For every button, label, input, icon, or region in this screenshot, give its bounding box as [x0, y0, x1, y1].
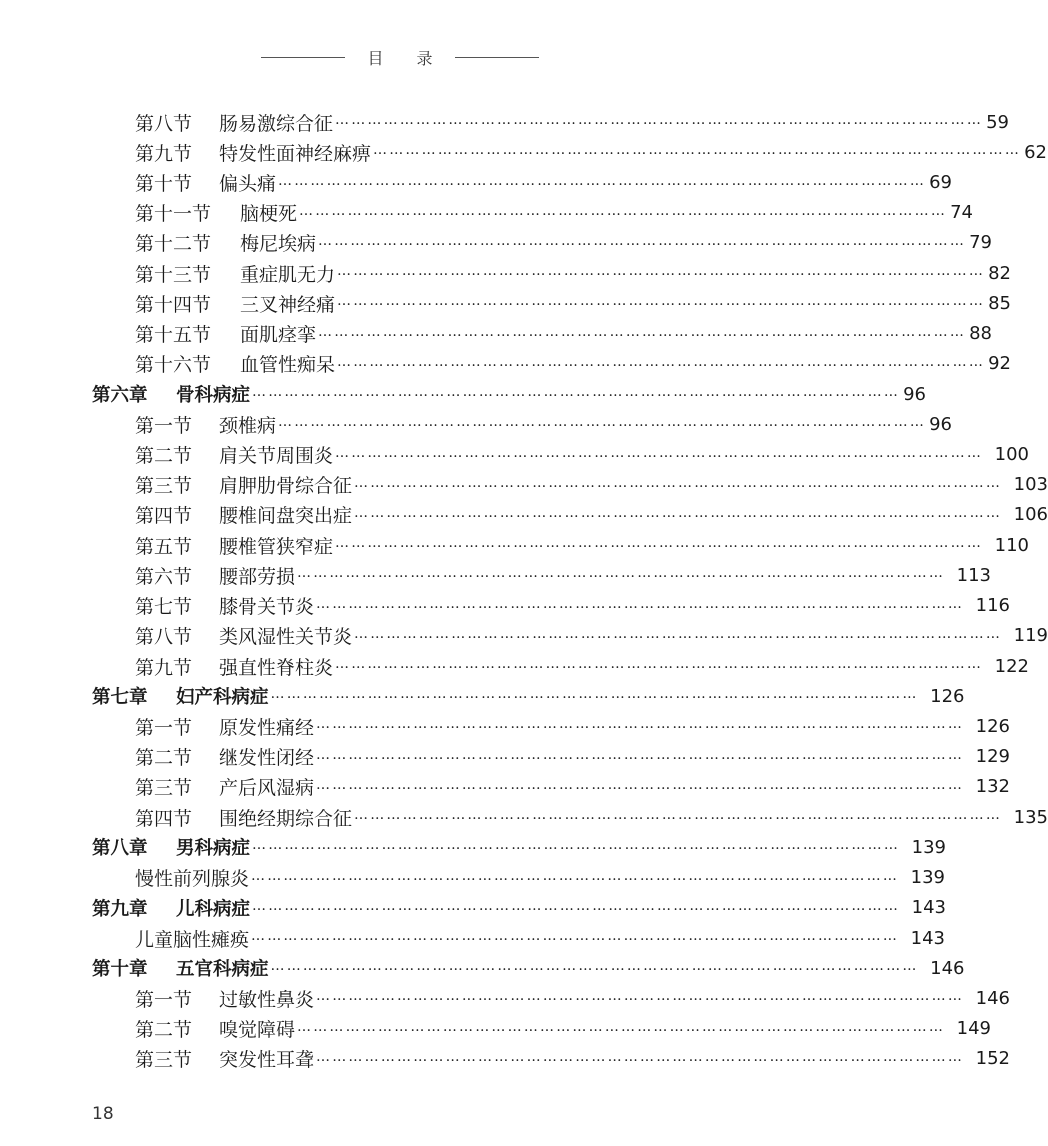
section-title: 偏头痛: [219, 173, 277, 196]
page-ref: 96: [929, 413, 953, 435]
toc-section-entry[interactable]: [0, 1014, 992, 1044]
toc-section-entry[interactable]: [0, 651, 1030, 681]
section-number: 第十四节: [135, 293, 212, 316]
toc-section-entry[interactable]: [0, 500, 1048, 530]
section-number: 第十三节: [135, 263, 212, 286]
section-title: 过敏性鼻炎: [219, 988, 315, 1011]
section-number: 第四节: [135, 807, 193, 830]
dot-leader: …………………………………………………………………………………………………………: [373, 142, 1022, 159]
toc-section-entry[interactable]: [0, 621, 1048, 651]
dot-leader: …………………………………………………………………………………………………………: [278, 414, 927, 431]
page-ref: 103: [1013, 474, 1048, 496]
section-title: 嗅觉障碍: [219, 1019, 296, 1042]
toc-section-entry[interactable]: [0, 198, 974, 228]
page-ref: 62: [1024, 141, 1048, 163]
page-ref: 132: [975, 776, 1011, 798]
toc-section-entry[interactable]: [0, 923, 946, 953]
dot-leader: …………………………………………………………………………………………………………: [337, 353, 986, 370]
section-number: 第一节: [135, 988, 193, 1011]
section-number: 第十五节: [135, 324, 212, 347]
page-ref: 119: [1013, 625, 1048, 647]
dot-leader: …………………………………………………………………………………………………………: [316, 776, 965, 793]
dot-leader: …………………………………………………………………………………………………………: [278, 172, 927, 189]
page-ref: 146: [975, 987, 1011, 1009]
page-ref: 116: [975, 595, 1011, 617]
section-number: 第九节: [135, 656, 193, 679]
section-title: 慢性前列腺炎: [135, 868, 250, 891]
dot-leader: …………………………………………………………………………………………………………: [297, 1018, 946, 1035]
section-title: 强直性脊柱炎: [219, 656, 334, 679]
section-title: 重症肌无力: [240, 263, 336, 286]
toc-chapter-entry[interactable]: [0, 953, 965, 983]
toc-section-entry[interactable]: [0, 983, 1011, 1013]
section-title: 产后风湿病: [219, 777, 315, 800]
toc-section-entry[interactable]: [0, 772, 1011, 802]
toc-section-entry[interactable]: [0, 167, 953, 197]
page-ref: 85: [988, 292, 1012, 314]
toc-section-entry[interactable]: [0, 591, 1011, 621]
toc-section-entry[interactable]: [0, 349, 1012, 379]
section-title: 儿童脑性瘫痪: [135, 928, 250, 951]
page-ref: 79: [969, 232, 993, 254]
toc-section-entry[interactable]: [0, 742, 1011, 772]
dot-leader: …………………………………………………………………………………………………………: [316, 988, 965, 1005]
table-of-contents: [0, 107, 1048, 1074]
toc-section-entry[interactable]: [0, 560, 992, 590]
toc-section-entry[interactable]: [0, 258, 1012, 288]
chapter-title: 男科病症: [176, 838, 251, 860]
toc-section-entry[interactable]: [0, 319, 993, 349]
section-title: 原发性痛经: [219, 716, 315, 739]
dot-leader: …………………………………………………………………………………………………………: [354, 474, 1003, 491]
page-ref: 59: [986, 111, 1010, 133]
section-number: 第二节: [135, 747, 193, 770]
section-title: 特发性面神经麻痹: [219, 142, 372, 165]
dot-leader: …………………………………………………………………………………………………………: [354, 504, 1003, 521]
dot-leader: …………………………………………………………………………………………………………: [335, 112, 984, 129]
section-number: 第六节: [135, 565, 193, 588]
page-ref: 126: [930, 685, 965, 707]
page-ref: 96: [903, 383, 927, 405]
page-ref: 126: [975, 715, 1011, 737]
section-title: 膝骨关节炎: [219, 596, 315, 619]
dot-leader: …………………………………………………………………………………………………………: [354, 807, 1003, 824]
section-number: 第八节: [135, 112, 193, 135]
section-number: 第三节: [135, 475, 193, 498]
dot-leader: …………………………………………………………………………………………………………: [318, 323, 967, 340]
section-title: 肩胛肋骨综合征: [219, 475, 353, 498]
dot-leader: …………………………………………………………………………………………………………: [270, 686, 919, 703]
page-ref: 143: [910, 927, 946, 949]
dot-leader: …………………………………………………………………………………………………………: [252, 384, 901, 401]
dot-leader: …………………………………………………………………………………………………………: [270, 958, 919, 975]
toc-section-entry[interactable]: [0, 288, 1012, 318]
header-rule-left: [261, 57, 345, 58]
section-number: 第三节: [135, 1049, 193, 1072]
section-number: 第十六节: [135, 354, 212, 377]
section-number: 第十二节: [135, 233, 212, 256]
dot-leader: …………………………………………………………………………………………………………: [337, 263, 986, 280]
toc-section-entry[interactable]: [0, 137, 1048, 167]
section-number: 第十节: [135, 173, 193, 196]
toc-section-entry[interactable]: [0, 711, 1011, 741]
page-ref: 152: [975, 1048, 1011, 1070]
toc-chapter-entry[interactable]: [0, 681, 965, 711]
toc-chapter-entry[interactable]: [0, 379, 927, 409]
page-ref: 122: [994, 655, 1030, 677]
toc-section-entry[interactable]: [0, 470, 1048, 500]
section-title: 梅尼埃病: [240, 233, 317, 256]
chapter-number: 第九章: [92, 898, 148, 920]
section-title: 肠易激综合征: [219, 112, 334, 135]
chapter-number: 第六章: [92, 385, 148, 407]
page-ref: 92: [988, 353, 1012, 375]
page-ref: 129: [975, 746, 1011, 768]
dot-leader: …………………………………………………………………………………………………………: [335, 656, 984, 673]
toc-section-entry[interactable]: [0, 439, 1030, 469]
dot-leader: …………………………………………………………………………………………………………: [316, 716, 965, 733]
chapter-number: 第十章: [92, 959, 148, 981]
dot-leader: …………………………………………………………………………………………………………: [251, 867, 900, 884]
dot-leader: …………………………………………………………………………………………………………: [316, 1048, 965, 1065]
section-title: 血管性痴呆: [240, 354, 336, 377]
section-number: 第一节: [135, 716, 193, 739]
section-number: 第五节: [135, 535, 193, 558]
page-ref: 106: [1013, 504, 1048, 526]
toc-section-entry[interactable]: [0, 802, 1048, 832]
dot-leader: …………………………………………………………………………………………………………: [354, 625, 1003, 642]
section-title: 腰椎间盘突出症: [219, 505, 353, 528]
page-ref: 74: [950, 202, 974, 224]
dot-leader: …………………………………………………………………………………………………………: [299, 202, 948, 219]
dot-leader: …………………………………………………………………………………………………………: [252, 837, 901, 854]
section-number: 第九节: [135, 142, 193, 165]
section-number: 第七节: [135, 596, 193, 619]
chapter-title: 骨科病症: [176, 385, 251, 407]
section-title: 突发性耳聋: [219, 1049, 315, 1072]
toc-chapter-entry[interactable]: [0, 832, 947, 862]
toc-section-entry[interactable]: [0, 409, 953, 439]
section-title: 腰椎管狭窄症: [219, 535, 334, 558]
toc-section-entry[interactable]: [0, 862, 946, 892]
toc-section-entry[interactable]: [0, 107, 1010, 137]
section-number: 第一节: [135, 414, 193, 437]
section-number: 第三节: [135, 777, 193, 800]
page-ref: 143: [911, 897, 947, 919]
header-rule-right: [455, 57, 539, 58]
section-title: 类风湿性关节炎: [219, 626, 353, 649]
chapter-number: 第七章: [92, 687, 148, 709]
toc-chapter-entry[interactable]: [0, 893, 947, 923]
page-ref: 135: [1013, 806, 1048, 828]
page-ref: 139: [910, 867, 946, 889]
dot-leader: …………………………………………………………………………………………………………: [316, 595, 965, 612]
section-title: 脑梗死: [240, 203, 298, 226]
chapter-title: 儿科病症: [176, 898, 251, 920]
section-number: 第二节: [135, 1019, 193, 1042]
section-title: 面肌痉挛: [240, 324, 317, 347]
page-ref: 69: [929, 172, 953, 194]
toc-section-entry[interactable]: [0, 1044, 1011, 1074]
section-number: 第十一节: [135, 203, 212, 226]
dot-leader: …………………………………………………………………………………………………………: [337, 293, 986, 310]
page-ref: 100: [994, 444, 1030, 466]
section-number: 第二节: [135, 445, 193, 468]
section-title: 腰部劳损: [219, 565, 296, 588]
section-title: 围绝经期综合征: [219, 807, 353, 830]
dot-leader: …………………………………………………………………………………………………………: [335, 535, 984, 552]
section-title: 继发性闭经: [219, 747, 315, 770]
toc-section-entry[interactable]: [0, 228, 993, 258]
page-number: 18: [92, 1104, 114, 1124]
dot-leader: …………………………………………………………………………………………………………: [335, 444, 984, 461]
section-number: 第八节: [135, 626, 193, 649]
page-title: 目 录: [367, 48, 447, 68]
chapter-title: 妇产科病症: [176, 687, 269, 709]
chapter-title: 五官科病症: [176, 959, 269, 981]
page-header: [0, 46, 800, 68]
toc-section-entry[interactable]: [0, 530, 1030, 560]
page-ref: 149: [956, 1018, 992, 1040]
page-ref: 139: [911, 836, 947, 858]
dot-leader: …………………………………………………………………………………………………………: [252, 897, 901, 914]
page-ref: 110: [994, 534, 1030, 556]
dot-leader: …………………………………………………………………………………………………………: [318, 232, 967, 249]
section-title: 肩关节周围炎: [219, 445, 334, 468]
section-title: 颈椎病: [219, 414, 277, 437]
page-ref: 113: [956, 564, 992, 586]
dot-leader: …………………………………………………………………………………………………………: [316, 746, 965, 763]
page-ref: 88: [969, 323, 993, 345]
dot-leader: …………………………………………………………………………………………………………: [251, 928, 900, 945]
page-ref: 146: [930, 957, 965, 979]
dot-leader: …………………………………………………………………………………………………………: [297, 565, 946, 582]
chapter-number: 第八章: [92, 838, 148, 860]
section-number: 第四节: [135, 505, 193, 528]
page-ref: 82: [988, 262, 1012, 284]
section-title: 三叉神经痛: [240, 293, 336, 316]
